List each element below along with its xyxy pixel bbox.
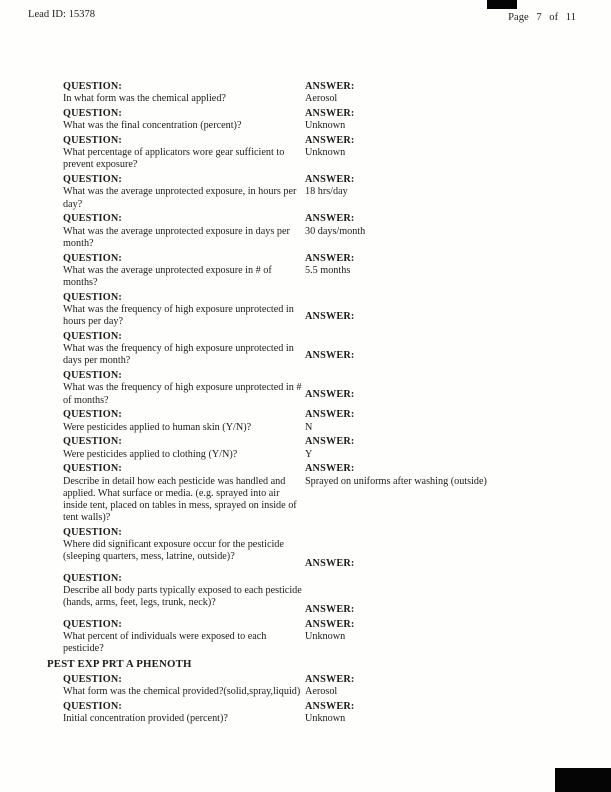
question-label: QUESTION: <box>63 252 122 264</box>
answer-label: ANSWER: <box>305 310 355 322</box>
qa-row <box>47 108 592 132</box>
qa-row <box>47 436 592 460</box>
answer-text: 5.5 months <box>305 264 351 276</box>
answer-label: ANSWER: <box>305 389 355 401</box>
question-label: QUESTION: <box>63 81 122 92</box>
question-text: Initial concentration provided (percent)? <box>63 712 228 724</box>
qa-row <box>47 135 592 172</box>
qa-row <box>47 701 592 725</box>
question-text: What was the average unprotected exposure in days per month? <box>63 225 290 249</box>
answer-label: ANSWER: <box>305 673 355 685</box>
scan-artifact-top <box>487 0 517 9</box>
question-label: QUESTION: <box>63 331 122 343</box>
question-text: What was the average unprotected exposure, in hours per day? <box>63 186 297 210</box>
question-label: QUESTION: <box>63 108 122 119</box>
question-text: What was the average unprotected exposure in # of months? <box>63 264 272 289</box>
answer-label: ANSWER: <box>305 135 355 146</box>
answer-label: ANSWER: <box>305 174 355 186</box>
question-text: What percentage of applicators wore gear sufficient to prevent exposure? <box>63 147 285 171</box>
answer-label: ANSWER: <box>305 350 355 362</box>
qa-row <box>47 619 592 656</box>
question-block <box>63 527 305 570</box>
question-text: Describe all body parts typically exposed to each pesticide (hands, arms, feet, legs, trunk, neck)? <box>63 585 302 609</box>
question-text: What form was the chemical provided?(solid,spray,liquid) <box>63 685 301 697</box>
question-text: Were pesticides applied to clothing (Y/N)? <box>63 448 238 460</box>
answer-label: ANSWER: <box>305 81 355 92</box>
answer-text: Y <box>305 448 313 460</box>
qa-row <box>47 253 592 290</box>
question-label: QUESTION: <box>63 673 122 685</box>
answer-label: ANSWER: <box>305 409 355 421</box>
answer-block <box>305 350 592 368</box>
question-block <box>63 253 305 290</box>
answer-block <box>305 674 592 698</box>
question-block <box>63 331 305 368</box>
question-block <box>63 436 305 460</box>
qa-row <box>47 674 592 698</box>
scan-artifact-bottom <box>555 768 611 792</box>
answer-label: ANSWER: <box>305 252 355 264</box>
answer-label: ANSWER: <box>305 618 355 630</box>
answer-block <box>305 135 592 172</box>
question-text: Where did significant exposure occur for the pesticide (sleeping quarters, mess, latrine, outside)? <box>63 539 284 563</box>
question-text: What was the frequency of high exposure unprotected in # of months? <box>63 382 302 406</box>
question-label: QUESTION: <box>63 213 122 225</box>
question-block <box>63 81 305 105</box>
qa-row <box>47 409 592 433</box>
qa-row <box>47 292 592 329</box>
question-block <box>63 573 305 616</box>
answer-text: Unknown <box>305 147 346 159</box>
answer-text: N <box>305 421 313 433</box>
answer-block <box>305 311 592 329</box>
question-block <box>63 174 305 211</box>
question-block <box>63 292 305 329</box>
page-number: Page 7 of 11 <box>508 12 576 23</box>
question-block <box>63 135 305 172</box>
question-block <box>63 370 305 407</box>
answer-label: ANSWER: <box>305 463 355 475</box>
answer-label: ANSWER: <box>305 700 355 712</box>
answer-block <box>305 604 592 616</box>
answer-block <box>305 701 592 725</box>
answer-text: Aerosol <box>305 685 338 697</box>
answer-block <box>305 558 592 570</box>
question-label: QUESTION: <box>63 135 122 146</box>
question-block <box>63 674 305 698</box>
qa-row <box>47 81 592 105</box>
question-text: In what form was the chemical applied? <box>63 93 226 105</box>
question-block <box>63 213 305 250</box>
answer-block <box>305 389 592 407</box>
question-label: QUESTION: <box>63 174 122 186</box>
answer-block <box>305 213 592 250</box>
question-block <box>63 409 305 433</box>
question-label: QUESTION: <box>63 700 122 712</box>
qa-row <box>47 331 592 368</box>
question-label: QUESTION: <box>63 291 122 303</box>
section-header: PEST EXP PRT A PHENOTH <box>47 657 192 670</box>
question-label: QUESTION: <box>63 436 122 448</box>
answer-label: ANSWER: <box>305 108 355 119</box>
answer-block <box>305 436 592 460</box>
answer-block <box>305 108 592 132</box>
question-block <box>63 108 305 132</box>
qa-row <box>47 463 592 524</box>
question-text: What was the frequency of high exposure unprotected in hours per day? <box>63 304 294 328</box>
answer-block <box>305 81 592 105</box>
qa-row <box>47 573 592 616</box>
question-text: Describe in detail how each pesticide was handled and applied. What surface or media. (e.g. sprayed into air inside tent, placed on tables in mess, sprayed on inside of tent walls)? <box>63 475 297 524</box>
answer-block <box>305 619 592 656</box>
question-label: QUESTION: <box>63 618 122 630</box>
answer-text: Unknown <box>305 712 346 724</box>
answer-text: Unknown <box>305 630 346 642</box>
answer-label: ANSWER: <box>305 558 355 570</box>
qa-list <box>47 81 592 728</box>
question-label: QUESTION: <box>63 370 122 382</box>
answer-text: 18 hrs/day <box>305 186 348 198</box>
answer-block <box>305 409 592 433</box>
question-label: QUESTION: <box>63 409 122 421</box>
question-block <box>63 619 305 656</box>
question-label: QUESTION: <box>63 463 122 475</box>
answer-text: Aerosol <box>305 93 338 105</box>
qa-row <box>47 370 592 407</box>
answer-label: ANSWER: <box>305 213 355 225</box>
question-text: What was the frequency of high exposure unprotected in days per month? <box>63 343 294 367</box>
answer-text: Sprayed on uniforms after washing (outside) <box>305 475 487 487</box>
question-block <box>63 463 305 524</box>
qa-row <box>47 213 592 250</box>
question-text: What was the final concentration (percent)? <box>63 120 242 132</box>
qa-row <box>47 527 592 570</box>
question-text: Were pesticides applied to human skin (Y/N)? <box>63 421 252 433</box>
answer-block <box>305 463 592 524</box>
answer-text: 30 days/month <box>305 225 366 237</box>
lead-id: Lead ID: 15378 <box>28 9 96 20</box>
answer-label: ANSWER: <box>305 436 355 448</box>
answer-text: Unknown <box>305 120 346 132</box>
answer-label: ANSWER: <box>305 603 355 615</box>
question-label: QUESTION: <box>63 572 122 584</box>
answer-block <box>305 174 592 211</box>
qa-row <box>47 174 592 211</box>
question-text: What percent of individuals were exposed to each pesticide? <box>63 630 267 655</box>
answer-block <box>305 253 592 290</box>
question-block <box>63 701 305 725</box>
question-label: QUESTION: <box>63 527 122 539</box>
